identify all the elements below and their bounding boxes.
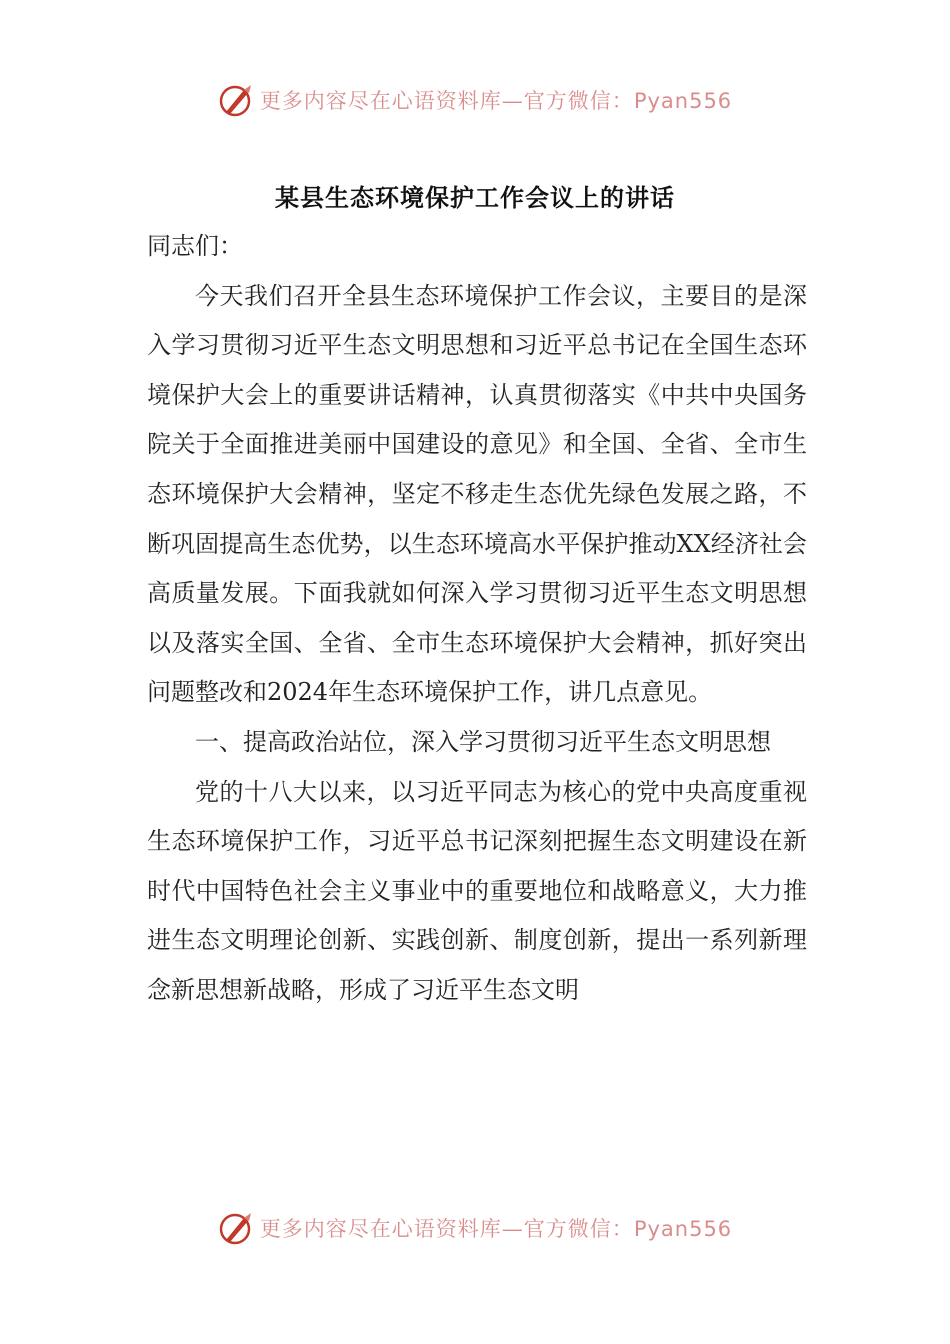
header-banner (0, 82, 950, 118)
document-body (147, 222, 807, 1016)
salutation: 同志们： (147, 232, 243, 260)
paragraph-section-1: 党的十八大以来，以习近平同志为核心的党中央高度重视生态环境保护工作，习近平总书记深刻把握生态文明建设在新时代中国特色社会主义事业中的重要地位和战略意义，大力推进生态文明理论创新、实践创新、制度创新，提出一系列新理念新思想新战略，形成了习近平生态文明 (147, 777, 807, 1004)
footer-banner (0, 1210, 950, 1246)
document-title: 某县生态环境保护工作会议上的讲话 (275, 183, 675, 212)
banner-text: 更多内容尽在心语资料库—官方微信：Pyan556 (259, 1217, 733, 1241)
pen-logo-icon (218, 1210, 254, 1246)
banner-text: 更多内容尽在心语资料库—官方微信：Pyan556 (259, 89, 733, 113)
paragraph-intro: 今天我们召开全县生态环境保护工作会议，主要目的是深入学习贯彻习近平生态文明思想和习近平总书记在全国生态环境保护大会上的重要讲话精神，认真贯彻落实《中共中央国务院关于全面推进美丽中国建设的意见》和全国、全省、全市生态环境保护大会精神，坚定不移走生态优先绿色发展之路，不断巩固提高生态优势，以生态环境高水平保护推动XX经济社会高质量发展。下面我就如何深入学习贯彻习近平生态文明思想以及落实全国、全省、全市生态环境保护大会精神，抓好突出问题整改和2024年生态环境保护工作，讲几点意见。 (147, 281, 807, 707)
section-heading-1: 一、提高政治站位，深入学习贯彻习近平生态文明思想 (195, 727, 771, 756)
wechat-id: Pyan556 (633, 1217, 733, 1241)
pen-logo-icon (218, 82, 254, 118)
wechat-id: Pyan556 (633, 89, 733, 113)
